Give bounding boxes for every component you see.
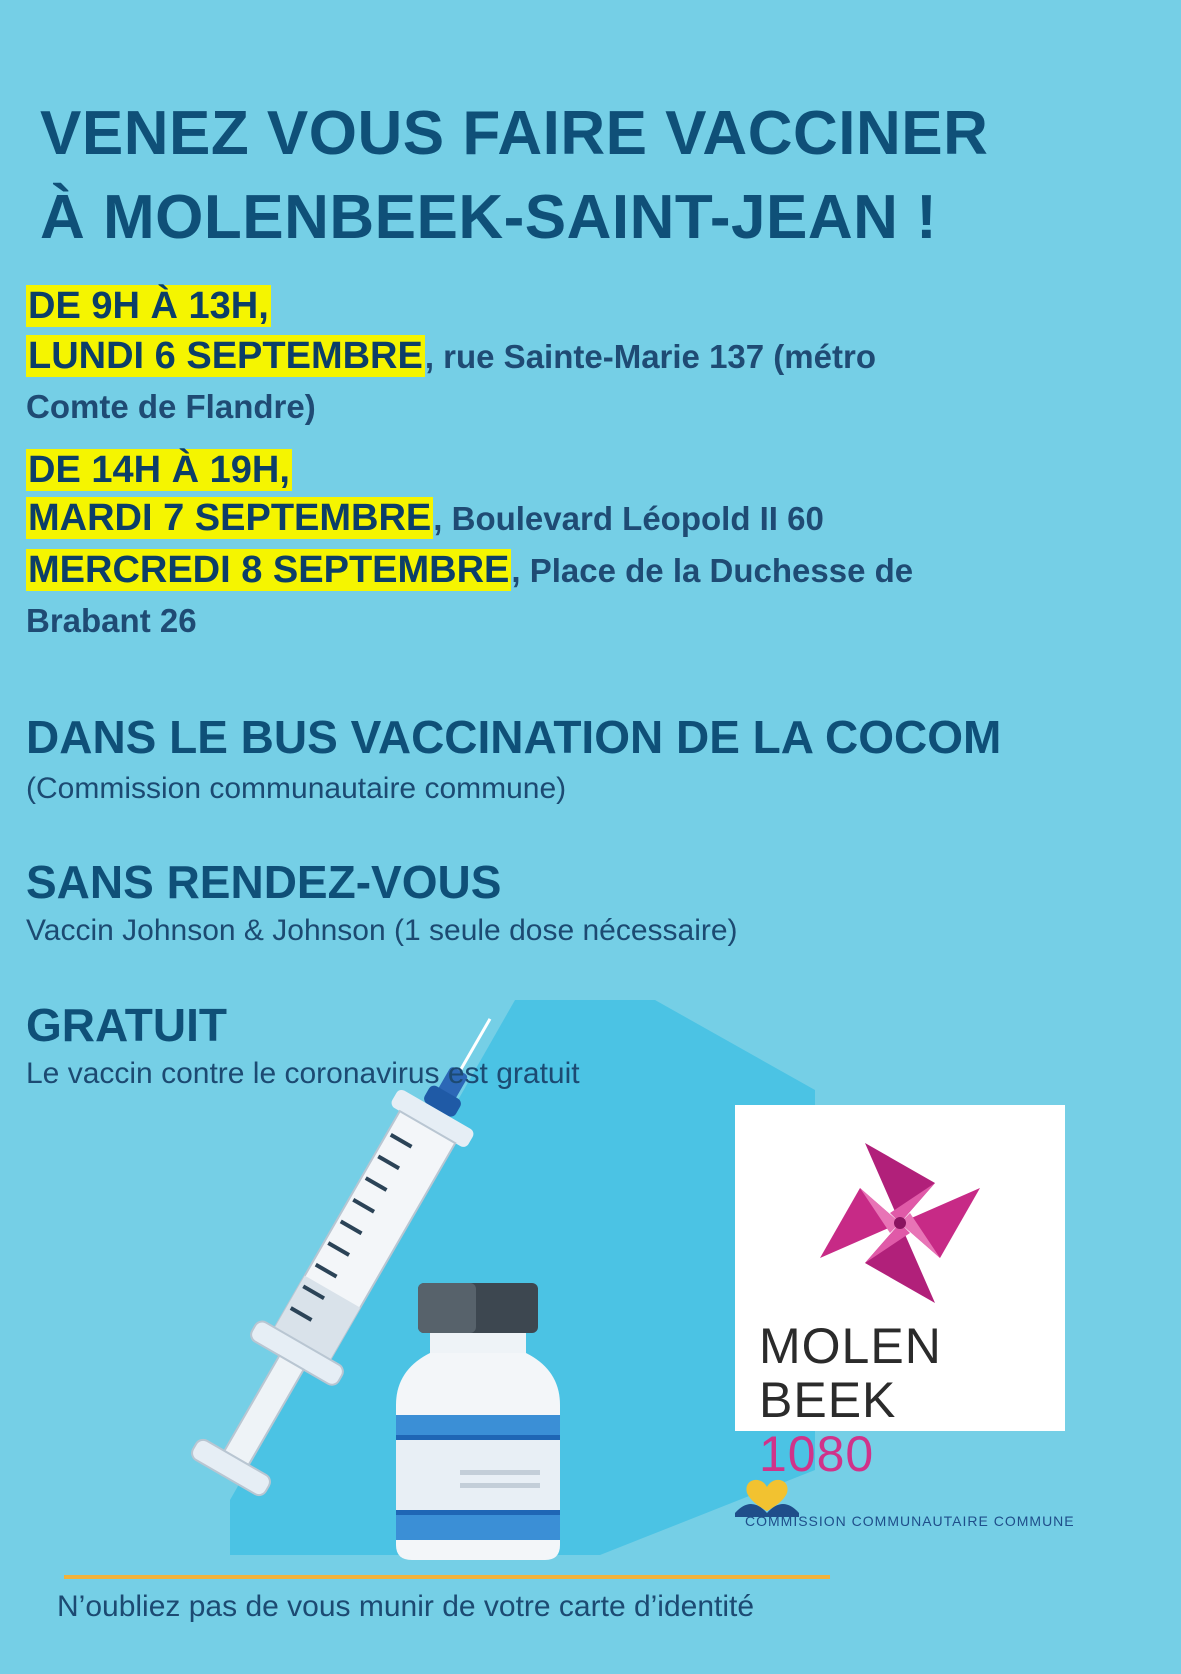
- logo-line-2: [759, 1373, 942, 1481]
- logo-word-beek: BEEK: [759, 1372, 897, 1428]
- headline-line-2: À MOLENBEEK-SAINT-JEAN !: [40, 183, 938, 252]
- day-2-date-highlight: MARDI 7 SEPTEMBRE: [28, 497, 432, 539]
- footer-note: N’oubliez pas de vous munir de votre carte d’identité: [57, 1590, 755, 1623]
- day-1-address-cont: Comte de Flandre): [26, 388, 316, 425]
- logo-line-1: MOLEN: [759, 1318, 942, 1374]
- headline: [40, 92, 988, 260]
- day-3-address-cont: Brabant 26: [26, 602, 197, 639]
- free-title: GRATUIT: [26, 999, 228, 1051]
- cocom-label: COMMISSION COMMUNAUTAIRE COMMUNE: [745, 1513, 1075, 1529]
- schedule-day-1-cont: [26, 388, 316, 426]
- vaccine-vial-icon: [396, 1283, 560, 1560]
- pinwheel-icon: [735, 1105, 1065, 1319]
- schedule-morning-time: [26, 282, 271, 330]
- morning-time-highlight: DE 9H À 13H,: [28, 285, 269, 327]
- free-subtitle: Le vaccin contre le coronavirus est gratuit: [26, 1057, 580, 1090]
- molenbeek-wordmark: [759, 1319, 942, 1481]
- day-1-address: , rue Sainte-Marie 137 (métro: [424, 338, 876, 375]
- schedule-afternoon-time: [26, 446, 292, 494]
- afternoon-time-highlight: DE 14H À 19H,: [28, 449, 290, 491]
- appointment-title: SANS RENDEZ-VOUS: [26, 856, 502, 908]
- appointment-subtitle: Vaccin Johnson & Johnson (1 seule dose nécessaire): [26, 914, 738, 947]
- bus-subtitle: (Commission communautaire commune): [26, 772, 567, 805]
- headline-line-1: VENEZ VOUS FAIRE VACCINER: [40, 99, 989, 168]
- molenbeek-logo: [735, 1105, 1065, 1482]
- schedule-day-1: [26, 332, 876, 380]
- day-3-address: , Place de la Duchesse de: [511, 552, 914, 589]
- footer-divider: [64, 1575, 830, 1579]
- day-3-date-highlight: MERCREDI 8 SEPTEMBRE: [28, 549, 510, 591]
- schedule-day-2: [26, 494, 824, 542]
- day-2-address: , Boulevard Léopold II 60: [433, 500, 824, 537]
- bus-title: DANS LE BUS VACCINATION DE LA COCOM: [26, 711, 1002, 763]
- schedule-day-3: [26, 546, 913, 594]
- logo-number: 1080: [759, 1426, 875, 1482]
- day-1-date-highlight: LUNDI 6 SEPTEMBRE: [28, 335, 423, 377]
- schedule-day-3-cont: [26, 602, 197, 640]
